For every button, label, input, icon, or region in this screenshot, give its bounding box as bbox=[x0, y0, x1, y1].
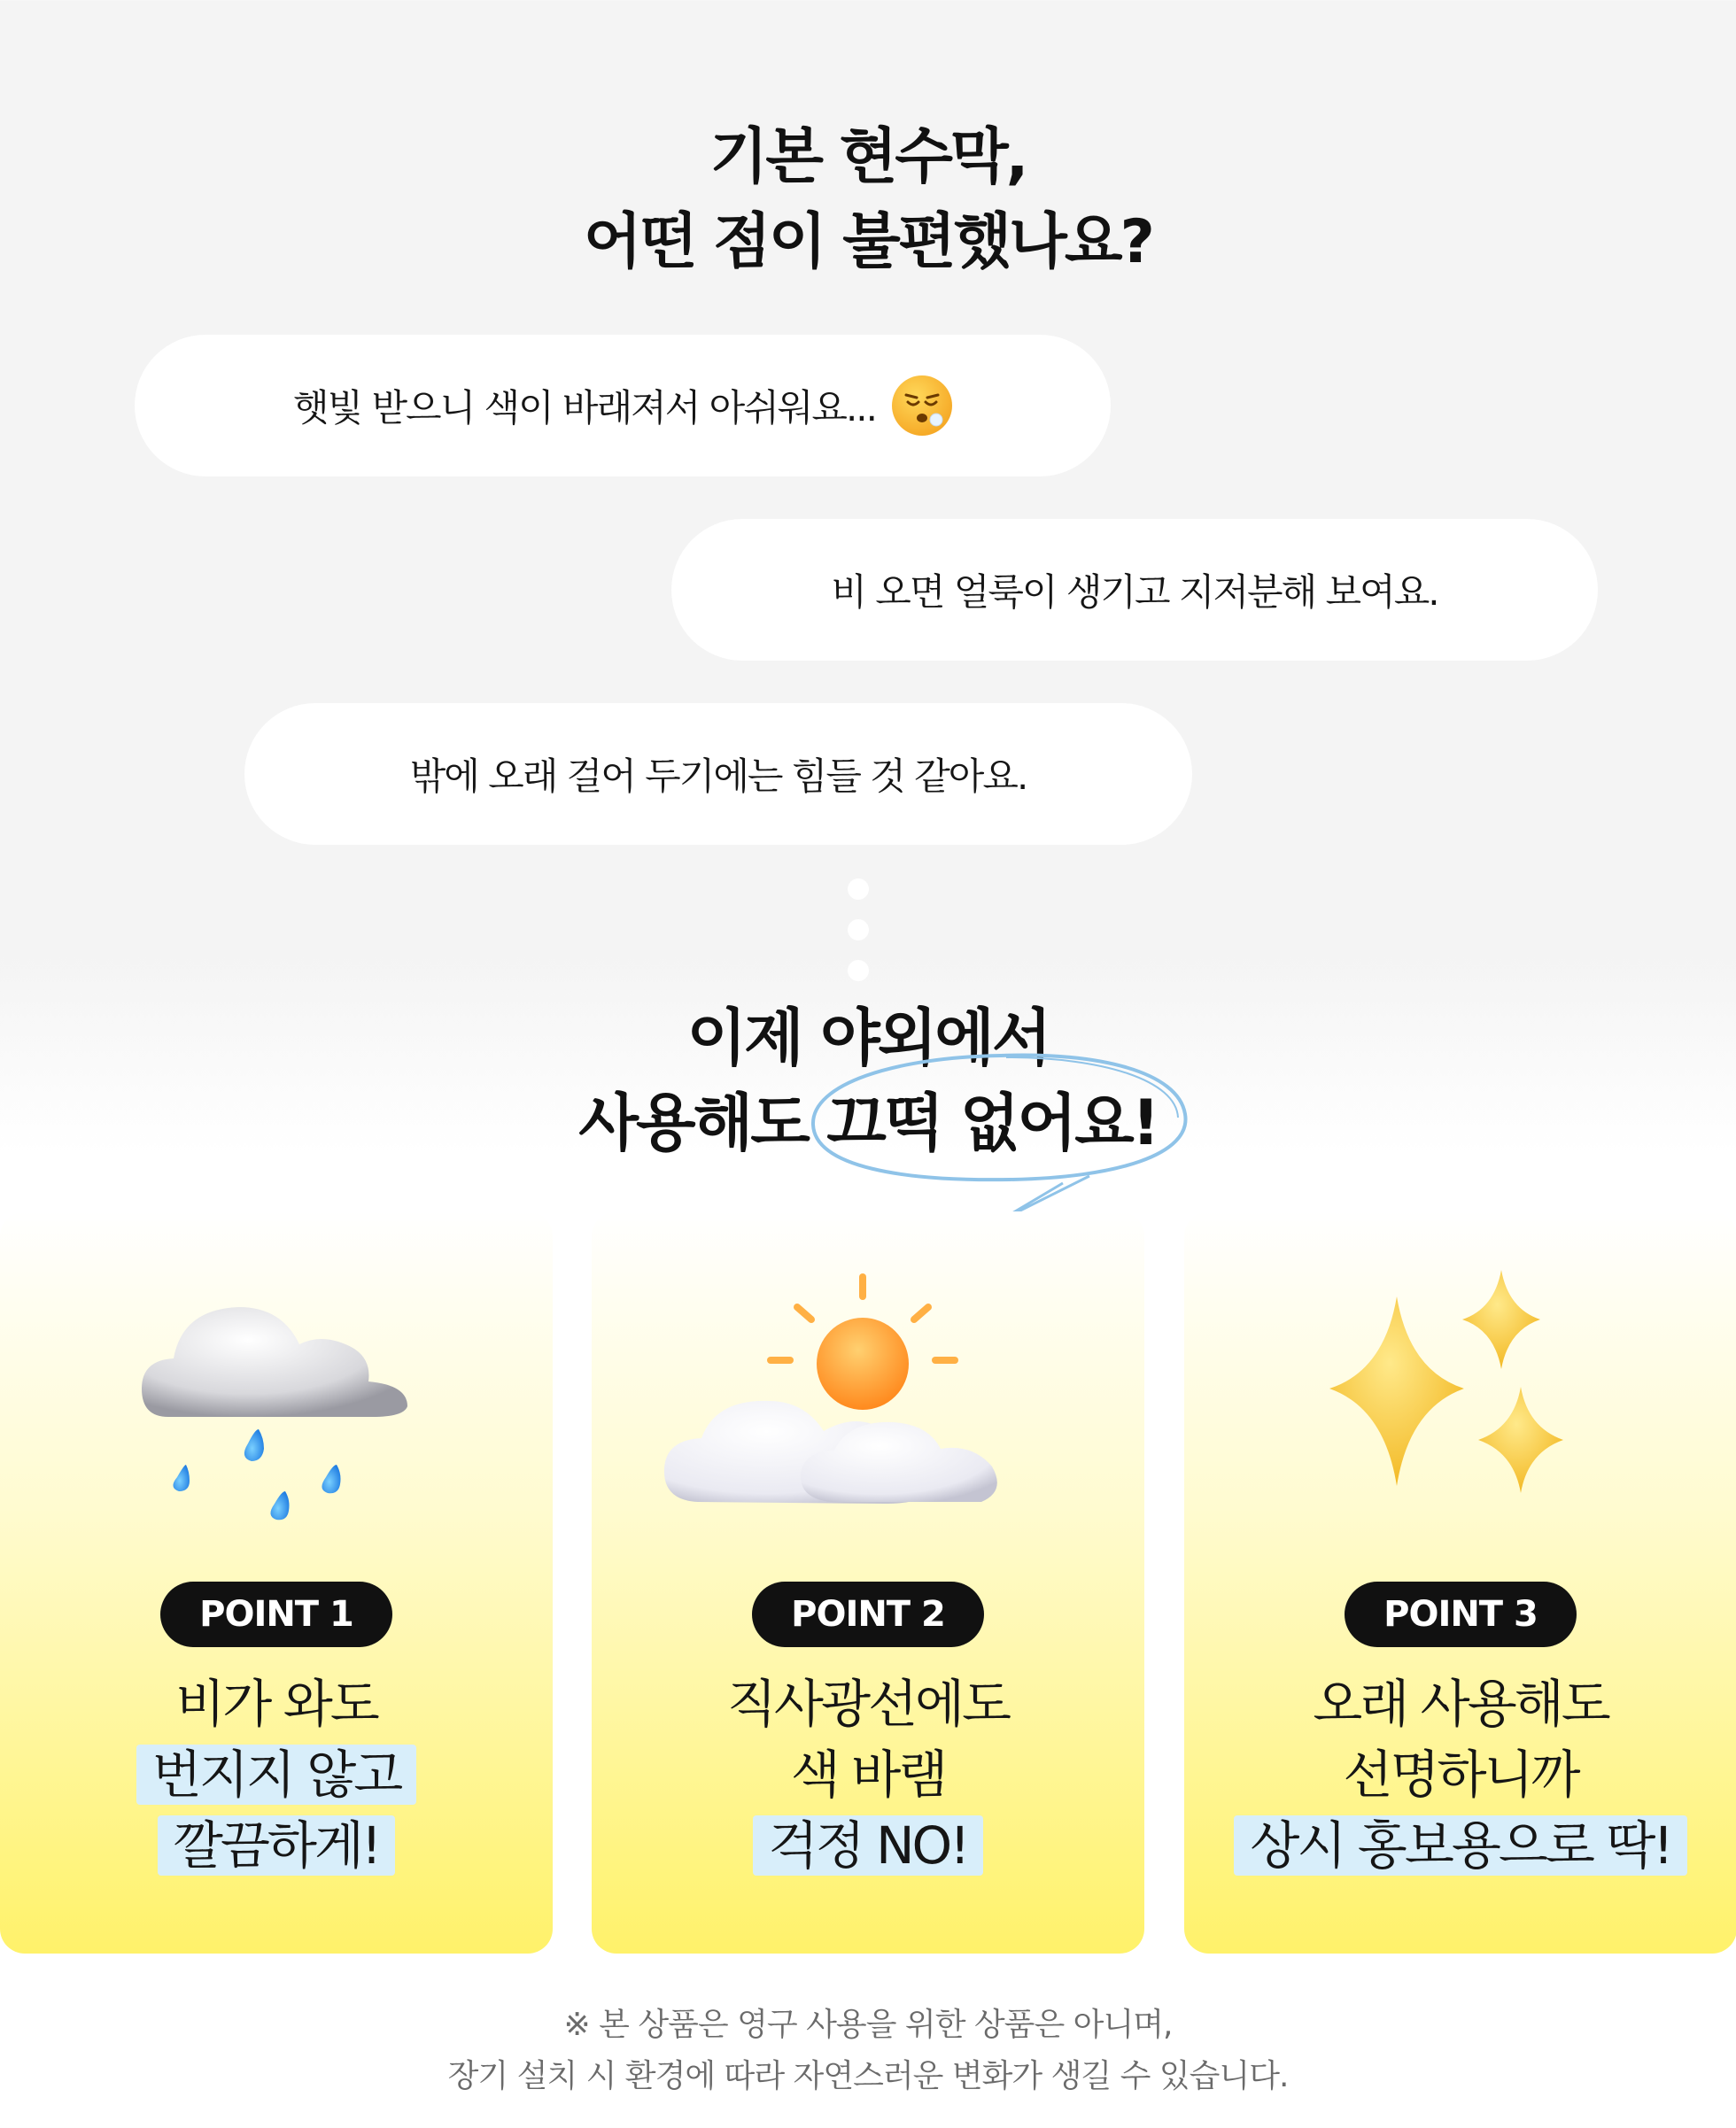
disclaimer bbox=[0, 2000, 1736, 2102]
complaint-bubble-3 bbox=[244, 703, 1192, 845]
point-badge-1: POINT 1 bbox=[160, 1582, 392, 1647]
point-2-line-1: 직사광선에도 bbox=[726, 1674, 1010, 1734]
bottom-heading-line1: 이제 야외에서 bbox=[686, 1002, 1050, 1074]
point-card-2 bbox=[592, 1211, 1144, 1954]
complaint-text-2: 비 오면 얼룩이 생기고 지저분해 보여요. bbox=[831, 570, 1438, 614]
point-card-1 bbox=[0, 1211, 553, 1954]
complaint-text-3: 밖에 오래 걸어 두기에는 힘들 것 같아요. bbox=[409, 754, 1027, 798]
disclaimer-line-1: ※ 본 상품은 영구 사용을 위한 상품은 아니며, bbox=[563, 2007, 1173, 2043]
top-heading-line1: 기본 현수막, bbox=[709, 122, 1027, 192]
disclaimer-line-2: 장기 설치 시 환경에 따라 자연스러운 변화가 생길 수 있습니다. bbox=[447, 2058, 1289, 2094]
hand-drawn-circle-icon bbox=[797, 1045, 1205, 1231]
top-heading bbox=[0, 115, 1736, 285]
exhausted-face-icon bbox=[892, 375, 952, 436]
ellipsis-dot bbox=[848, 960, 869, 981]
bottom-heading-emphasis: 끄떡 없어요! bbox=[826, 1087, 1158, 1159]
point-text-3 bbox=[1184, 1668, 1736, 1881]
top-heading-line2: 어떤 점이 불편했나요? bbox=[584, 207, 1152, 277]
point-text-2 bbox=[592, 1668, 1144, 1881]
sparkles-icon bbox=[1184, 1211, 1736, 1566]
point-badge-2: POINT 2 bbox=[752, 1582, 984, 1647]
point-3-line-3: 상시 홍보용으로 딱! bbox=[1234, 1815, 1686, 1876]
sun-behind-cloud-icon bbox=[592, 1211, 1144, 1566]
rain-cloud-icon bbox=[0, 1211, 553, 1566]
point-1-line-1: 비가 와도 bbox=[175, 1674, 377, 1734]
point-2-line-2: 색 바램 bbox=[790, 1745, 946, 1805]
point-3-line-1: 오래 사용해도 bbox=[1313, 1674, 1608, 1734]
point-text-1 bbox=[0, 1668, 553, 1881]
complaint-text-1: 햇빛 받으니 색이 바래져서 아쉬워요... bbox=[292, 386, 877, 429]
complaint-bubble-1 bbox=[135, 335, 1111, 476]
point-1-line-3: 깔끔하게! bbox=[158, 1815, 395, 1876]
complaint-bubble-2 bbox=[671, 519, 1598, 661]
bottom-heading-line2-a: 사용해도 bbox=[578, 1087, 827, 1159]
point-badge-3: POINT 3 bbox=[1345, 1582, 1577, 1647]
point-3-line-2: 선명하니까 bbox=[1343, 1745, 1578, 1805]
point-1-line-2: 번지지 않고 bbox=[136, 1745, 417, 1805]
point-card-3 bbox=[1184, 1211, 1736, 1954]
point-2-line-3: 걱정 NO! bbox=[753, 1815, 984, 1876]
ellipsis-dot bbox=[848, 919, 869, 940]
ellipsis-dot bbox=[848, 878, 869, 900]
